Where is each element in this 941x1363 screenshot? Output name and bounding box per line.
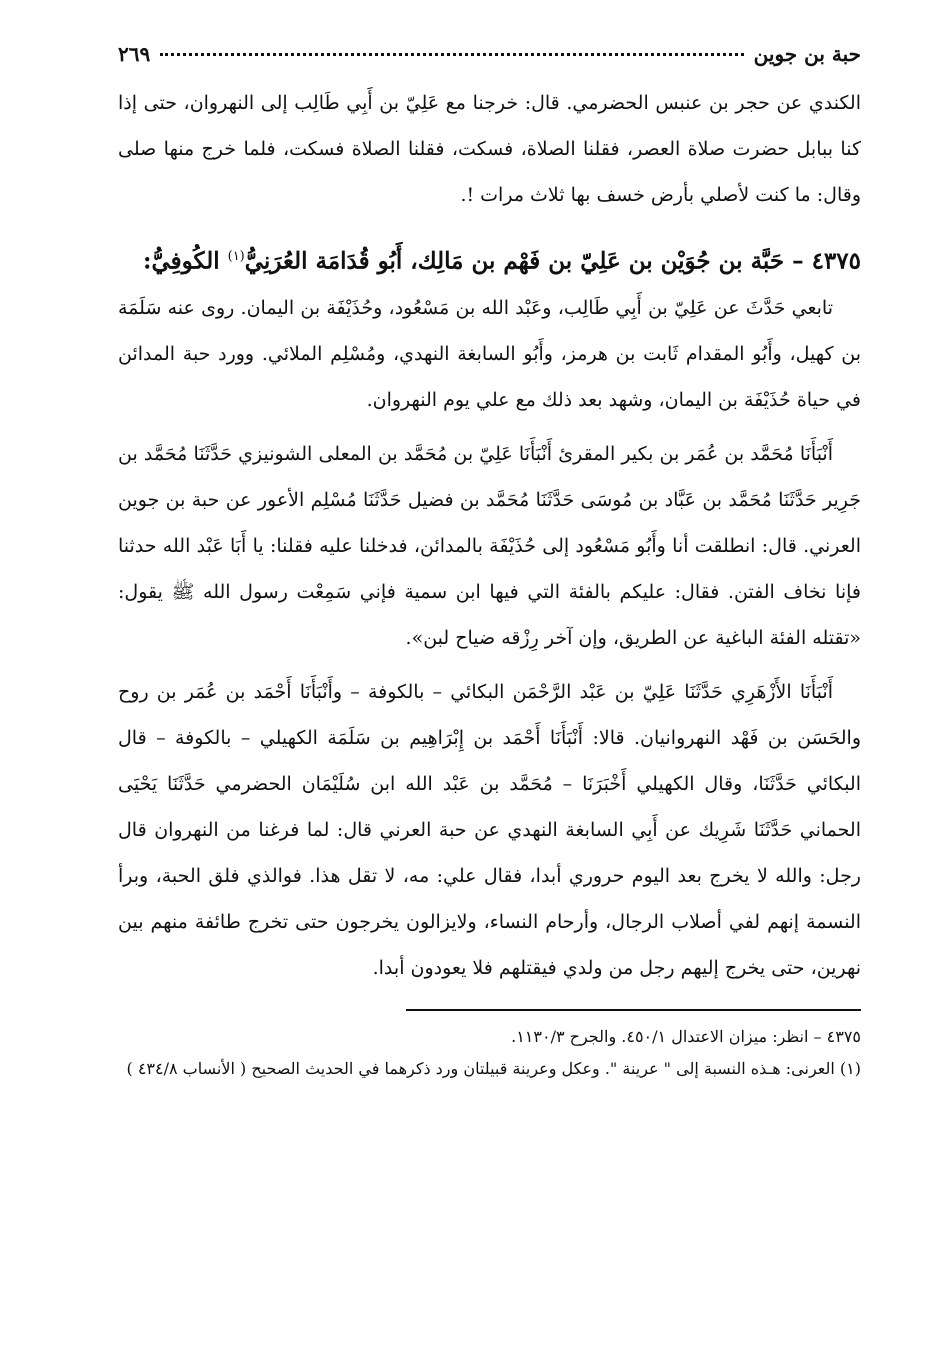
biography-paragraph: تابعي حَدَّثَ عن عَلِيّ بن أَبِي طَالِب، وعَبْد الله بن مَسْعُود، وحُذَيْفَة بن اليمان. روى عنه سَلَمَة بن كهيل، وأَبُو المقدام ثَابت بن هرمز، وأَبُو السابغة النهدي، ومُسْلِم الملائي. وورد حبة المدائن في حياة حُذَيْفَة بن اليمان، وشهد بعد ذلك مع علي يوم النهروان.	[118, 296, 861, 411]
narration-paragraph-1: أَنْبَأَنَا مُحَمَّد بن عُمَر بن بكير المقرئ أَنْبَأَنَا عَلِيّ بن مُحَمَّد بن المعلى الشونيزي حَدَّثَنَا مُحَمَّد بن جَرِير حَدَّثَنَا مُحَمَّد بن عَبَّاد بن مُوسَى حَدَّثَنَا مُحَمَّد بن فضيل حَدَّثَنَا مُسْلِم الأعور عن حبة بن جوين العرني. قال: انطلقت أنا وأَبُو مَسْعُود إلى حُذَيْفَة بالمدائن، فدخلنا عليه فقلنا: يا أَبَا عَبْد الله حدثنا فإنا نخاف الفتن. فقال: عليكم بالفئة التي فيها ابن سمية فإني سَمِعْت رسول الله ﷺ يقول: «تقتله الفئة الباغية عن الطريق، وإن آخر رِزْقه ضياح لبن».	[118, 442, 861, 649]
entry-heading-text: ٤٣٧٥ – حَبَّة بن جُوَيْن بن عَلِيّ بن فَهْم بن مَالِك، أَبُو قُدَامَة العُرَنِيُّ	[244, 247, 861, 275]
running-title: حبة بن جوين	[753, 42, 861, 66]
narration-paragraph-2: أَنْبَأَنَا الأَزْهَرِي حَدَّثَنَا عَلِيّ بن عَبْد الرَّحْمَن البكائي – بالكوفة – وأَنْبَأَنَا أَحْمَد بن عُمَر بن روح والحَسَن بن فَهْد النهروانيان. قالا: أَنْبَأَنَا أَحْمَد بن إِبْرَاهِيم بن سَلَمَة الكهيلي – بالكوفة – قال البكائي حَدَّثَنَا، وقال الكهيلي أَخْبَرَنَا – مُحَمَّد بن عَبْد الله ابن سُلَيْمَان الحضرمي حَدَّثَنَا يَحْيَى الحماني حَدَّثَنَا شَرِيك عن أَبِي السابغة النهدي عن حبة العرني قال: لما فرغنا من النهروان قال رجل: والله لا يخرج بعد اليوم حروري أبدا، فقال علي: مه، لا تقل هذا. فوالذي فلق الحبة، وبرأ النسمة إنهم لفي أصلاب الرجال، وأرحام النساء، ولايزالون يخرجون حتى تخرج طائفة منهم بين نهرين، حتى يخرج إليهم رجل من ولدي فيقتلهم فلا يعودون أبدا.	[118, 680, 861, 979]
entry-heading-tail: الكُوفِيُّ:	[142, 247, 220, 275]
footnote-nisba: (١) العرنى: هـذه النسبة إلى " عرينة ". وعكل وعرينة قبيلتان ورد ذكرهما في الحديث الصحيح ( الأنساب ٤٣٤/٨ )	[126, 1058, 861, 1078]
leader-dots	[160, 52, 743, 56]
paragraph-continuation: الكندي عن حجر بن عنبس الحضرمي. قال: خرجنا مع عَلِيّ بن أَبِي طَالِب إلى النهروان، حتى إذا كنا ببابل حضرت صلاة العصر، فقلنا الصلاة، فسكت، فقلنا الصلاة فسكت، فلما خرج منها صلى وقال: ما كنت لأصلي بأرض خسف بها ثلاث مرات !.	[118, 92, 861, 206]
footnote-marker: (١)	[227, 249, 245, 264]
running-head	[118, 28, 861, 80]
entry-heading	[118, 234, 861, 285]
page-number: ٢٦٩	[118, 42, 151, 66]
footnote-divider	[406, 1009, 861, 1011]
footnote-reference: ٤٣٧٥ – انظر: ميزان الاعتدال ٤٥٠/١. والجرح ١١٣٠/٣.	[511, 1026, 861, 1046]
